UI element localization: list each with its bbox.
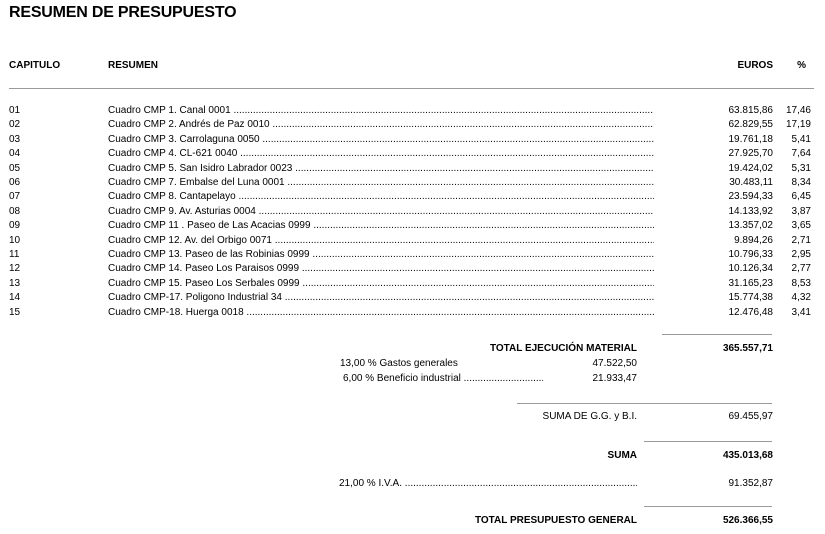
chapter-percent: 5,41 xyxy=(791,133,811,145)
chapter-description: Cuadro CMP-17. Poligono Industrial 34 ..... xyxy=(108,291,654,305)
chapter-euros: 10.796,33 xyxy=(728,249,773,260)
suma-rule xyxy=(644,441,772,442)
chapter-percent: 4,32 xyxy=(791,292,811,304)
chapter-code: 15 xyxy=(9,306,21,318)
bi-label: 6,00 % Beneficio industrial ..... xyxy=(343,373,543,384)
chapter-description: Cuadro CMP 12. Av. del Orbigo 0071 ..... xyxy=(108,234,654,248)
chapter-euros: 14.133,92 xyxy=(728,205,773,217)
chapter-code: 08 xyxy=(9,205,21,217)
chapter-description: Cuadro CMP 4. CL-621 0040 ..... xyxy=(108,147,654,161)
chapter-code: 05 xyxy=(9,162,21,174)
suma-value: 435.013,68 xyxy=(722,450,773,461)
chapter-code: 03 xyxy=(9,133,21,145)
table-row xyxy=(0,262,825,276)
chapter-description: Cuadro CMP 3. Carrolaguna 0050 ..... xyxy=(108,133,654,147)
chapter-code: 04 xyxy=(9,148,21,160)
chapter-euros: 10.126,34 xyxy=(728,263,773,275)
table-row xyxy=(0,234,825,248)
suma-gg-bi-value: 69.455,97 xyxy=(728,411,773,422)
chapter-percent: 17,19 xyxy=(785,119,811,131)
page-title: RESUMEN DE PRESUPUESTO xyxy=(9,4,237,21)
table-row xyxy=(0,133,825,147)
chapter-euros: 19.424,02 xyxy=(728,162,773,174)
chapter-description: Cuadro CMP 1. Canal 0001 ..... xyxy=(108,104,654,118)
chapter-description: Cuadro CMP 5. San Isidro Labrador 0023 ..... xyxy=(108,162,654,176)
gg-value: 47.522,50 xyxy=(592,358,637,369)
header-euros: EUROS xyxy=(737,60,773,71)
header-capitulo: CAPITULO xyxy=(9,60,61,71)
table-row xyxy=(0,176,825,190)
table-row xyxy=(0,291,825,305)
chapter-euros: 31.165,23 xyxy=(728,277,773,289)
header-rule xyxy=(9,88,814,89)
bi-value: 21.933,47 xyxy=(592,373,637,384)
table-row xyxy=(0,147,825,161)
header-resumen: RESUMEN xyxy=(108,60,159,71)
chapter-code: 01 xyxy=(9,105,21,116)
gg-label: 13,00 % Gastos generales xyxy=(340,358,458,369)
chapter-percent: 17,46 xyxy=(785,105,811,116)
chapter-percent: 3,41 xyxy=(791,306,811,318)
chapter-euros: 63.815,86 xyxy=(728,105,773,116)
chapter-percent: 2,95 xyxy=(791,249,811,260)
chapter-code: 11 xyxy=(9,249,20,260)
chapter-code: 09 xyxy=(9,220,21,232)
chapter-description: Cuadro CMP 8. Cantapelayo ..... xyxy=(108,190,654,204)
total-label: TOTAL PRESUPUESTO GENERAL xyxy=(474,515,637,526)
chapter-euros: 9.894,26 xyxy=(734,234,773,246)
chapter-description: Cuadro CMP 13. Paseo de las Robinias 0999 ..... xyxy=(108,248,654,262)
table-row xyxy=(0,277,825,291)
suma-gg-bi-label: SUMA DE G.G. y B.I. xyxy=(542,411,637,422)
table-row xyxy=(0,190,825,204)
chapter-code: 06 xyxy=(9,177,21,188)
chapter-percent: 3,87 xyxy=(791,205,811,217)
total-rule xyxy=(644,506,772,507)
chapter-description: Cuadro CMP-18. Huerga 0018 ..... xyxy=(108,306,654,320)
table-row xyxy=(0,248,825,262)
chapter-code: 13 xyxy=(9,277,21,289)
chapter-percent: 2,71 xyxy=(791,234,811,246)
table-row xyxy=(0,118,825,132)
ggbi-rule xyxy=(517,403,772,404)
header-pct: % xyxy=(797,60,806,71)
chapter-euros: 30.483,11 xyxy=(729,177,773,188)
pem-label: TOTAL EJECUCIÓN MATERIAL xyxy=(489,343,637,354)
table-row xyxy=(0,162,825,176)
pem-value: 365.557,71 xyxy=(722,343,773,354)
total-value: 526.366,55 xyxy=(722,515,773,526)
suma-label: SUMA xyxy=(607,450,637,461)
chapter-percent: 8,53 xyxy=(791,277,811,289)
table-row xyxy=(0,219,825,233)
chapter-description: Cuadro CMP 2. Andrés de Paz 0010 ..... xyxy=(108,118,654,132)
chapter-euros: 12.476,48 xyxy=(728,306,773,318)
chapter-euros: 27.925,70 xyxy=(728,148,773,160)
chapter-euros: 19.761,18 xyxy=(728,133,773,145)
chapter-code: 10 xyxy=(9,234,21,246)
table-row xyxy=(0,104,825,118)
chapter-percent: 7,64 xyxy=(791,148,811,160)
chapter-percent: 6,45 xyxy=(791,191,811,203)
pem-rule xyxy=(662,334,772,335)
chapter-percent: 2,77 xyxy=(791,263,811,275)
chapter-code: 02 xyxy=(9,119,21,131)
table-row xyxy=(0,205,825,219)
chapter-code: 14 xyxy=(9,292,21,304)
iva-label: 21,00 % I.V.A. ..... xyxy=(339,478,637,489)
chapter-description: Cuadro CMP 11 . Paseo de Las Acacias 0999 ..... xyxy=(108,219,654,233)
iva-value: 91.352,87 xyxy=(728,478,773,489)
chapter-percent: 5,31 xyxy=(791,162,811,174)
chapter-description: Cuadro CMP 9. Av. Asturias 0004 ..... xyxy=(108,205,654,219)
chapter-euros: 15.774,38 xyxy=(728,292,773,304)
chapter-description: Cuadro CMP 7. Embalse del Luna 0001 ..... xyxy=(108,176,654,190)
chapter-description: Cuadro CMP 15. Paseo Los Serbales 0999 ..... xyxy=(108,277,654,291)
chapter-percent: 8,34 xyxy=(791,177,811,188)
table-row xyxy=(0,306,825,320)
chapter-euros: 13.357,02 xyxy=(728,220,773,232)
chapter-code: 07 xyxy=(9,191,21,203)
chapter-percent: 3,65 xyxy=(791,220,811,232)
chapter-code: 12 xyxy=(9,263,21,275)
chapter-euros: 62.829,55 xyxy=(728,119,773,131)
chapter-euros: 23.594,33 xyxy=(728,191,773,203)
chapter-description: Cuadro CMP 14. Paseo Los Paraisos 0999 ..... xyxy=(108,262,654,276)
